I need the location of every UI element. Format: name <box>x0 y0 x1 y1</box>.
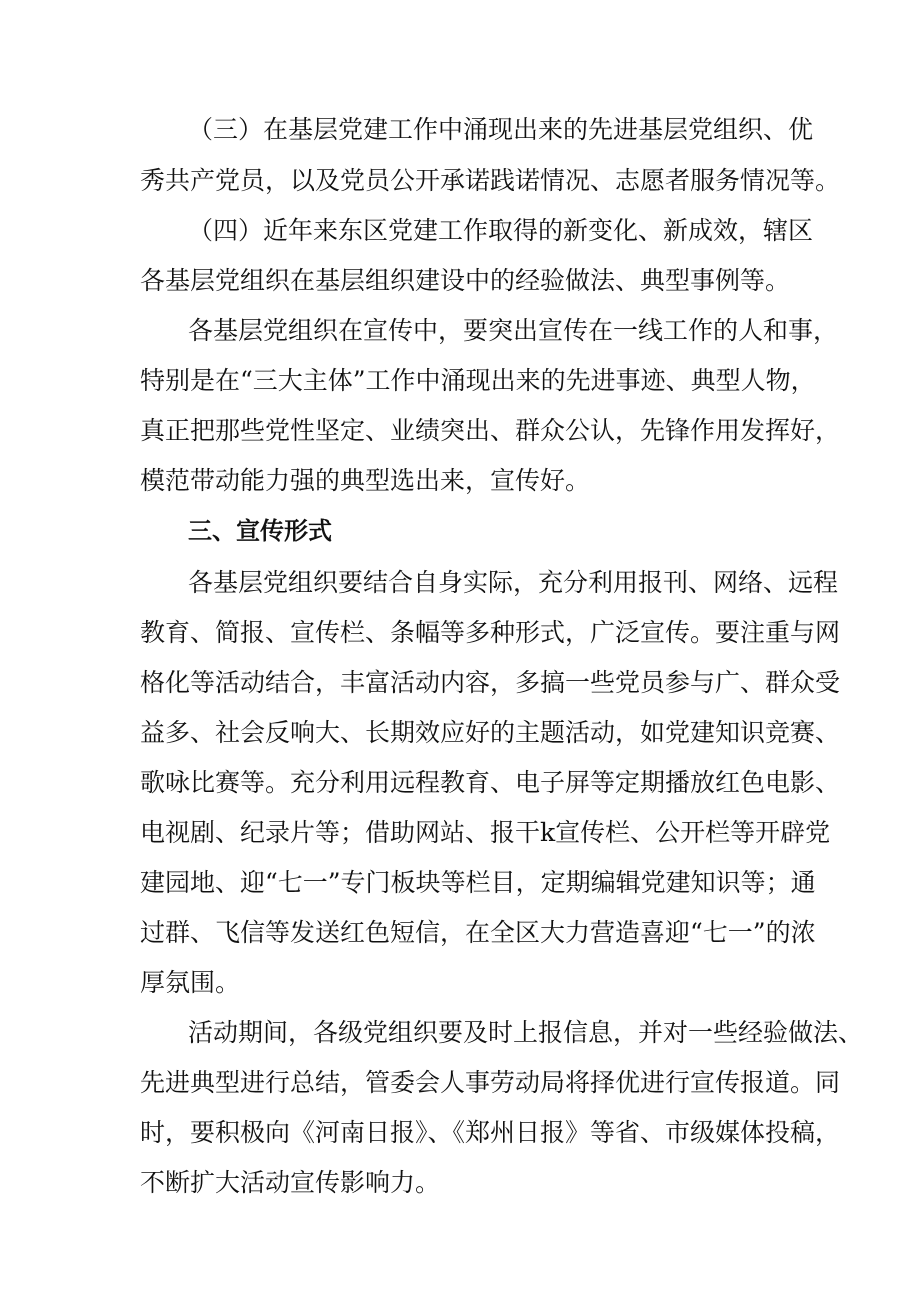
paragraph-forms-line-9: 厚氛围。 <box>140 968 241 997</box>
paragraph-item-3-line-2: 秀共产党员，以及党员公开承诺践诺情况、志愿者服务情况等。 <box>140 166 841 195</box>
paragraph-reporting-line-2: 先进典型进行总结，管委会人事劳动局将择优进行宣传报道。同 <box>140 1068 841 1097</box>
paragraph-forms-line-6: 电视剧、纪录片等；借助网站、报干k宣传栏、公开栏等开辟党 <box>140 818 831 847</box>
paragraph-forms-line-7: 建园地、迎“七一”专门板块等栏目，定期编辑党建知识等；通 <box>140 868 816 897</box>
paragraph-forms-line-4: 益多、社会反响大、长期效应好的主题活动，如党建知识竞赛、 <box>140 718 841 747</box>
section-heading: 三、宣传形式 <box>188 517 332 545</box>
paragraph-item-4-line-1: （四）近年来东区党建工作取得的新变化、新成效，辖区 <box>188 216 814 245</box>
paragraph-focus-line-3: 真正把那些党性坚定、业绩突出、群众公认，先锋作用发挥好， <box>140 416 841 445</box>
paragraph-focus-line-2: 特别是在“三大主体”工作中涌现出来的先进事迹、典型人物， <box>140 366 816 395</box>
paragraph-forms-line-8: 过群、飞信等发送红色短信，在全区大力营造喜迎“七一”的浓 <box>140 918 816 947</box>
paragraph-focus-line-1: 各基层党组织在宣传中，要突出宣传在一线工作的人和事， <box>188 316 839 345</box>
paragraph-item-3-line-1: （三）在基层党建工作中涌现出来的先进基层党组织、优 <box>188 115 814 144</box>
paragraph-focus-line-4: 模范带动能力强的典型选出来，宣传好。 <box>140 466 591 495</box>
paragraph-forms-line-2: 教育、简报、宣传栏、条幅等多种形式，广泛宣传。要注重与网 <box>140 618 841 647</box>
paragraph-reporting-line-3: 时，要积极向《河南日报》、《郑州日报》等省、市级媒体投稿， <box>140 1118 841 1147</box>
paragraph-forms-line-1: 各基层党组织要结合自身实际，充分利用报刊、网络、远程 <box>188 568 839 597</box>
paragraph-item-4-line-2: 各基层党组织在基层组织建设中的经验做法、典型事例等。 <box>140 266 791 295</box>
paragraph-forms-line-3: 格化等活动结合，丰富活动内容，多搞一些党员参与广、群众受 <box>140 668 841 697</box>
paragraph-reporting-line-4: 不断扩大活动宣传影响力。 <box>140 1168 441 1197</box>
paragraph-reporting-line-1: 活动期间，各级党组织要及时上报信息，并对一些经验做法、 <box>188 1018 864 1047</box>
paragraph-forms-line-5: 歌咏比赛等。充分利用远程教育、电子屏等定期播放红色电影、 <box>140 768 841 797</box>
